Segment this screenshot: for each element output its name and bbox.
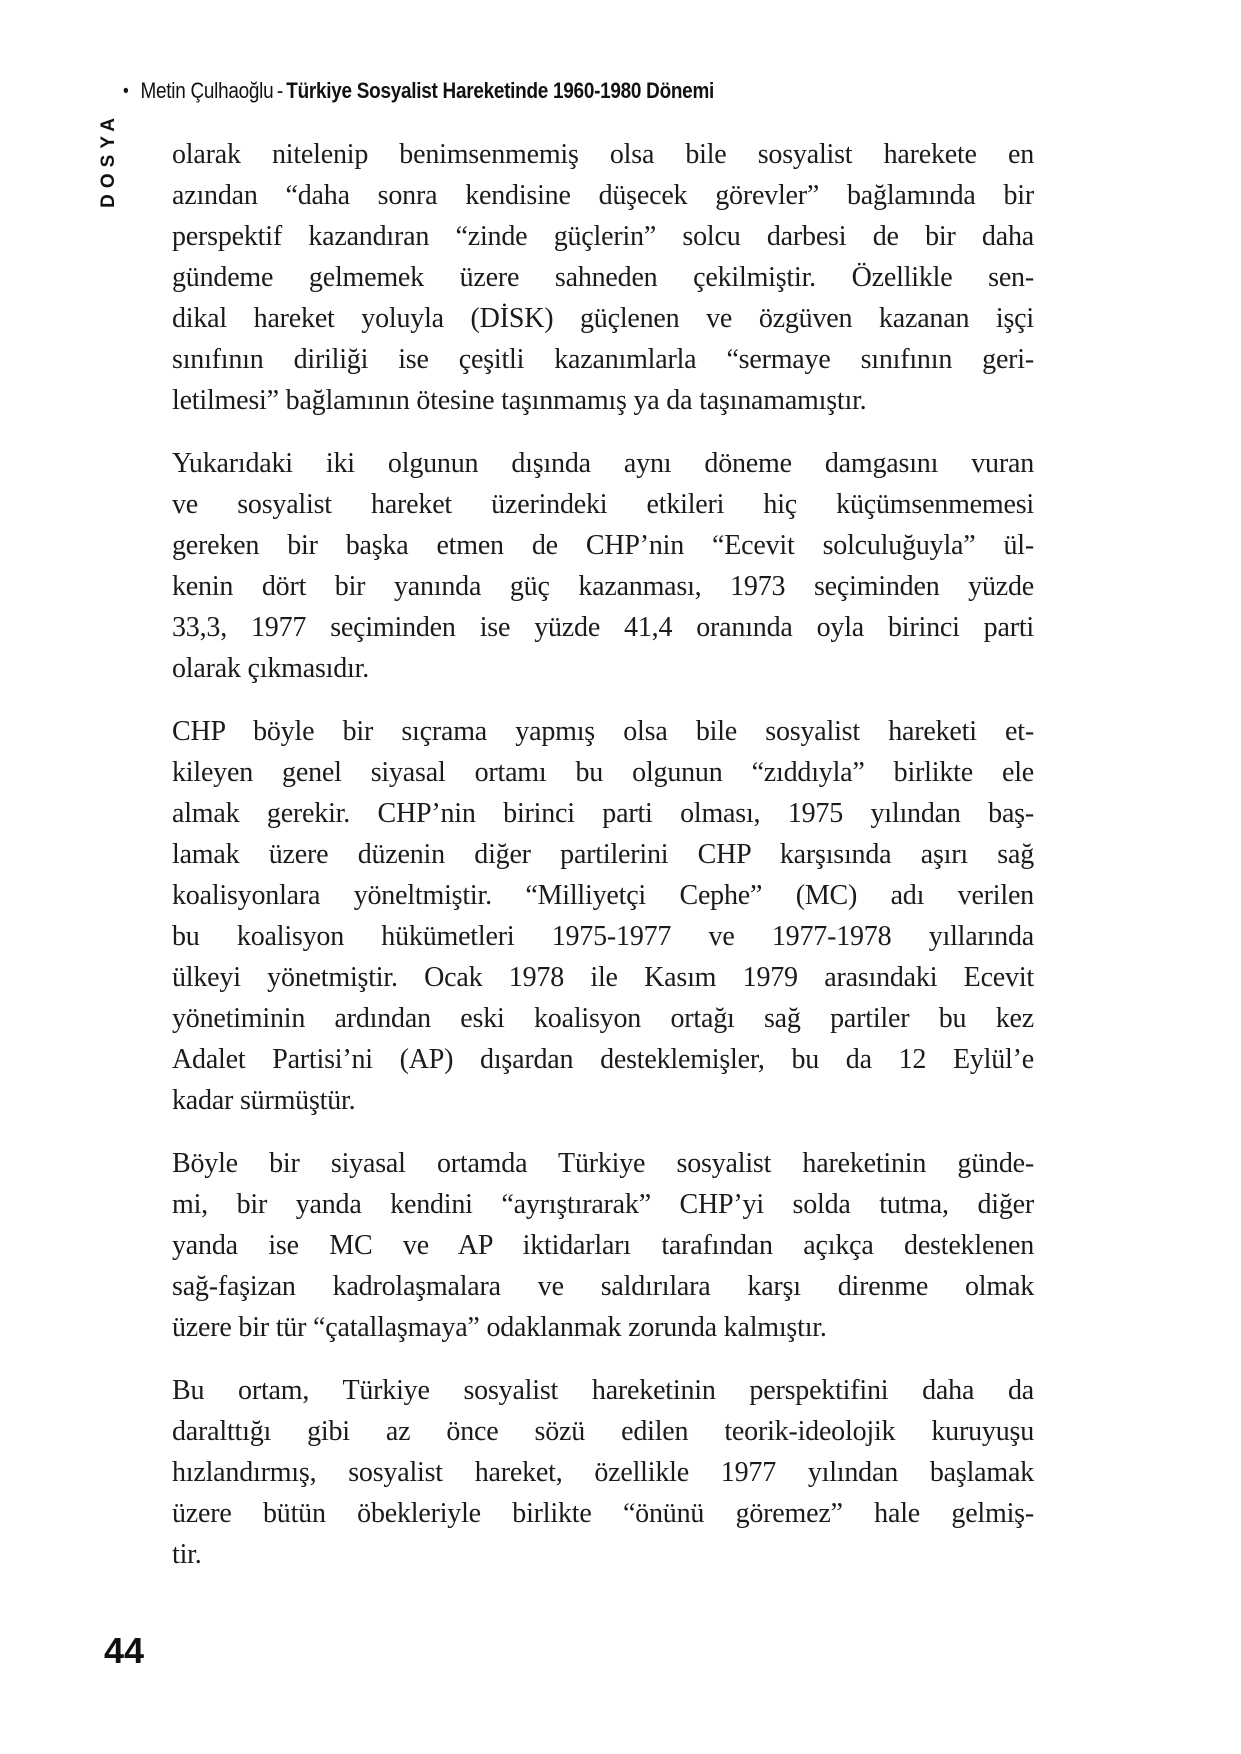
text-line: tir. bbox=[172, 1539, 202, 1570]
text-line: almak gerekir. CHP’nin birinci parti olması, 1975 yılından baş- bbox=[172, 798, 1034, 829]
paragraph bbox=[172, 1143, 1034, 1348]
text-line: koalisyonlara yöneltmiştir. “Milliyetçi Cephe” (MC) adı verilen bbox=[172, 880, 1034, 911]
text-line: sağ-faşizan kadrolaşmalara ve saldırılara karşı direnme olmak bbox=[172, 1271, 1034, 1302]
body-text bbox=[172, 134, 1034, 1597]
paragraph bbox=[172, 1370, 1034, 1575]
text-line: kadar sürmüştür. bbox=[172, 1085, 356, 1116]
text-line: bu koalisyon hükümetleri 1975-1977 ve 1977-1978 yıllarında bbox=[172, 921, 1034, 952]
page-number: 44 bbox=[104, 1630, 145, 1671]
author-name: Metin Çulhaoğlu bbox=[140, 78, 274, 103]
text-line: mi, bir yanda kendini “ayrıştırarak” CHP’yi solda tutma, diğer bbox=[172, 1189, 1034, 1220]
text-line: kenin dört bir yanında güç kazanması, 1973 seçiminden yüzde bbox=[172, 571, 1034, 602]
running-header-text bbox=[123, 78, 714, 104]
section-label-dosya: DOSYA bbox=[98, 112, 119, 208]
text-line: CHP böyle bir sıçrama yapmış olsa bile sosyalist hareketi et- bbox=[172, 716, 1034, 747]
text-line: gündeme gelmemek üzere sahneden çekilmiştir. Özellikle sen- bbox=[172, 262, 1034, 293]
text-line: Adalet Partisi’ni (AP) dışardan desteklemişler, bu da 12 Eylül’e bbox=[172, 1044, 1034, 1075]
text-line: 33,3, 1977 seçiminden ise yüzde 41,4 oranında oyla birinci parti bbox=[172, 612, 1034, 643]
text-line: Yukarıdaki iki olgunun dışında aynı döneme damgasını vuran bbox=[172, 448, 1034, 479]
text-line: azından “daha sonra kendisine düşecek görevler” bağlamında bir bbox=[172, 180, 1034, 211]
text-line: dikal hareket yoluyla (DİSK) güçlenen ve özgüven kazanan işçi bbox=[172, 303, 1034, 334]
text-line: yönetiminin ardından eski koalisyon ortağı sağ partiler bu kez bbox=[172, 1003, 1034, 1034]
text-line: perspektif kazandıran “zinde güçlerin” solcu darbesi de bir daha bbox=[172, 221, 1034, 252]
text-line: ve sosyalist hareket üzerindeki etkileri hiç küçümsenmemesi bbox=[172, 489, 1034, 520]
paragraph bbox=[172, 711, 1034, 1121]
text-line: olarak çıkmasıdır. bbox=[172, 653, 370, 684]
text-line: sınıfının diriliği ise çeşitli kazanımlarla “sermaye sınıfının geri- bbox=[172, 344, 1034, 375]
text-line: daralttığı gibi az önce sözü edilen teorik-ideolojik kuruyuşu bbox=[172, 1416, 1034, 1447]
text-line: kileyen genel siyasal ortamı bu olgunun “zıddıyla” birlikte ele bbox=[172, 757, 1034, 788]
text-line: letilmesi” bağlamının ötesine taşınmamış ya da taşınamamıştır. bbox=[172, 385, 867, 416]
text-line: olarak nitelenip benimsenmemiş olsa bile sosyalist harekete en bbox=[172, 139, 1034, 170]
text-line: üzere bütün öbekleriyle birlikte “önünü göremez” hale gelmiş- bbox=[172, 1498, 1034, 1529]
paragraph bbox=[172, 134, 1034, 421]
running-header bbox=[123, 78, 810, 104]
paragraph bbox=[172, 443, 1034, 689]
text-line: Bu ortam, Türkiye sosyalist hareketinin perspektifini daha da bbox=[172, 1375, 1034, 1406]
text-line: ülkeyi yönetmiştir. Ocak 1978 ile Kasım 1979 arasındaki Ecevit bbox=[172, 962, 1034, 993]
text-line: yanda ise MC ve AP iktidarları tarafından açıkça desteklenen bbox=[172, 1230, 1034, 1261]
text-line: üzere bir tür “çatallaşmaya” odaklanmak zorunda kalmıştır. bbox=[172, 1312, 827, 1343]
header-separator: - bbox=[276, 78, 283, 103]
text-line: Böyle bir siyasal ortamda Türkiye sosyalist hareketinin günde- bbox=[172, 1148, 1034, 1179]
text-line: gereken bir başka etmen de CHP’nin “Ecevit solculuğuyla” ül- bbox=[172, 530, 1034, 561]
bullet-icon: • bbox=[123, 81, 129, 102]
book-title: Türkiye Sosyalist Hareketinde 1960-1980 Dönemi bbox=[286, 78, 715, 103]
text-line: lamak üzere düzenin diğer partilerini CHP karşısında aşırı sağ bbox=[172, 839, 1034, 870]
text-line: hızlandırmış, sosyalist hareket, özellikle 1977 yılından başlamak bbox=[172, 1457, 1034, 1488]
